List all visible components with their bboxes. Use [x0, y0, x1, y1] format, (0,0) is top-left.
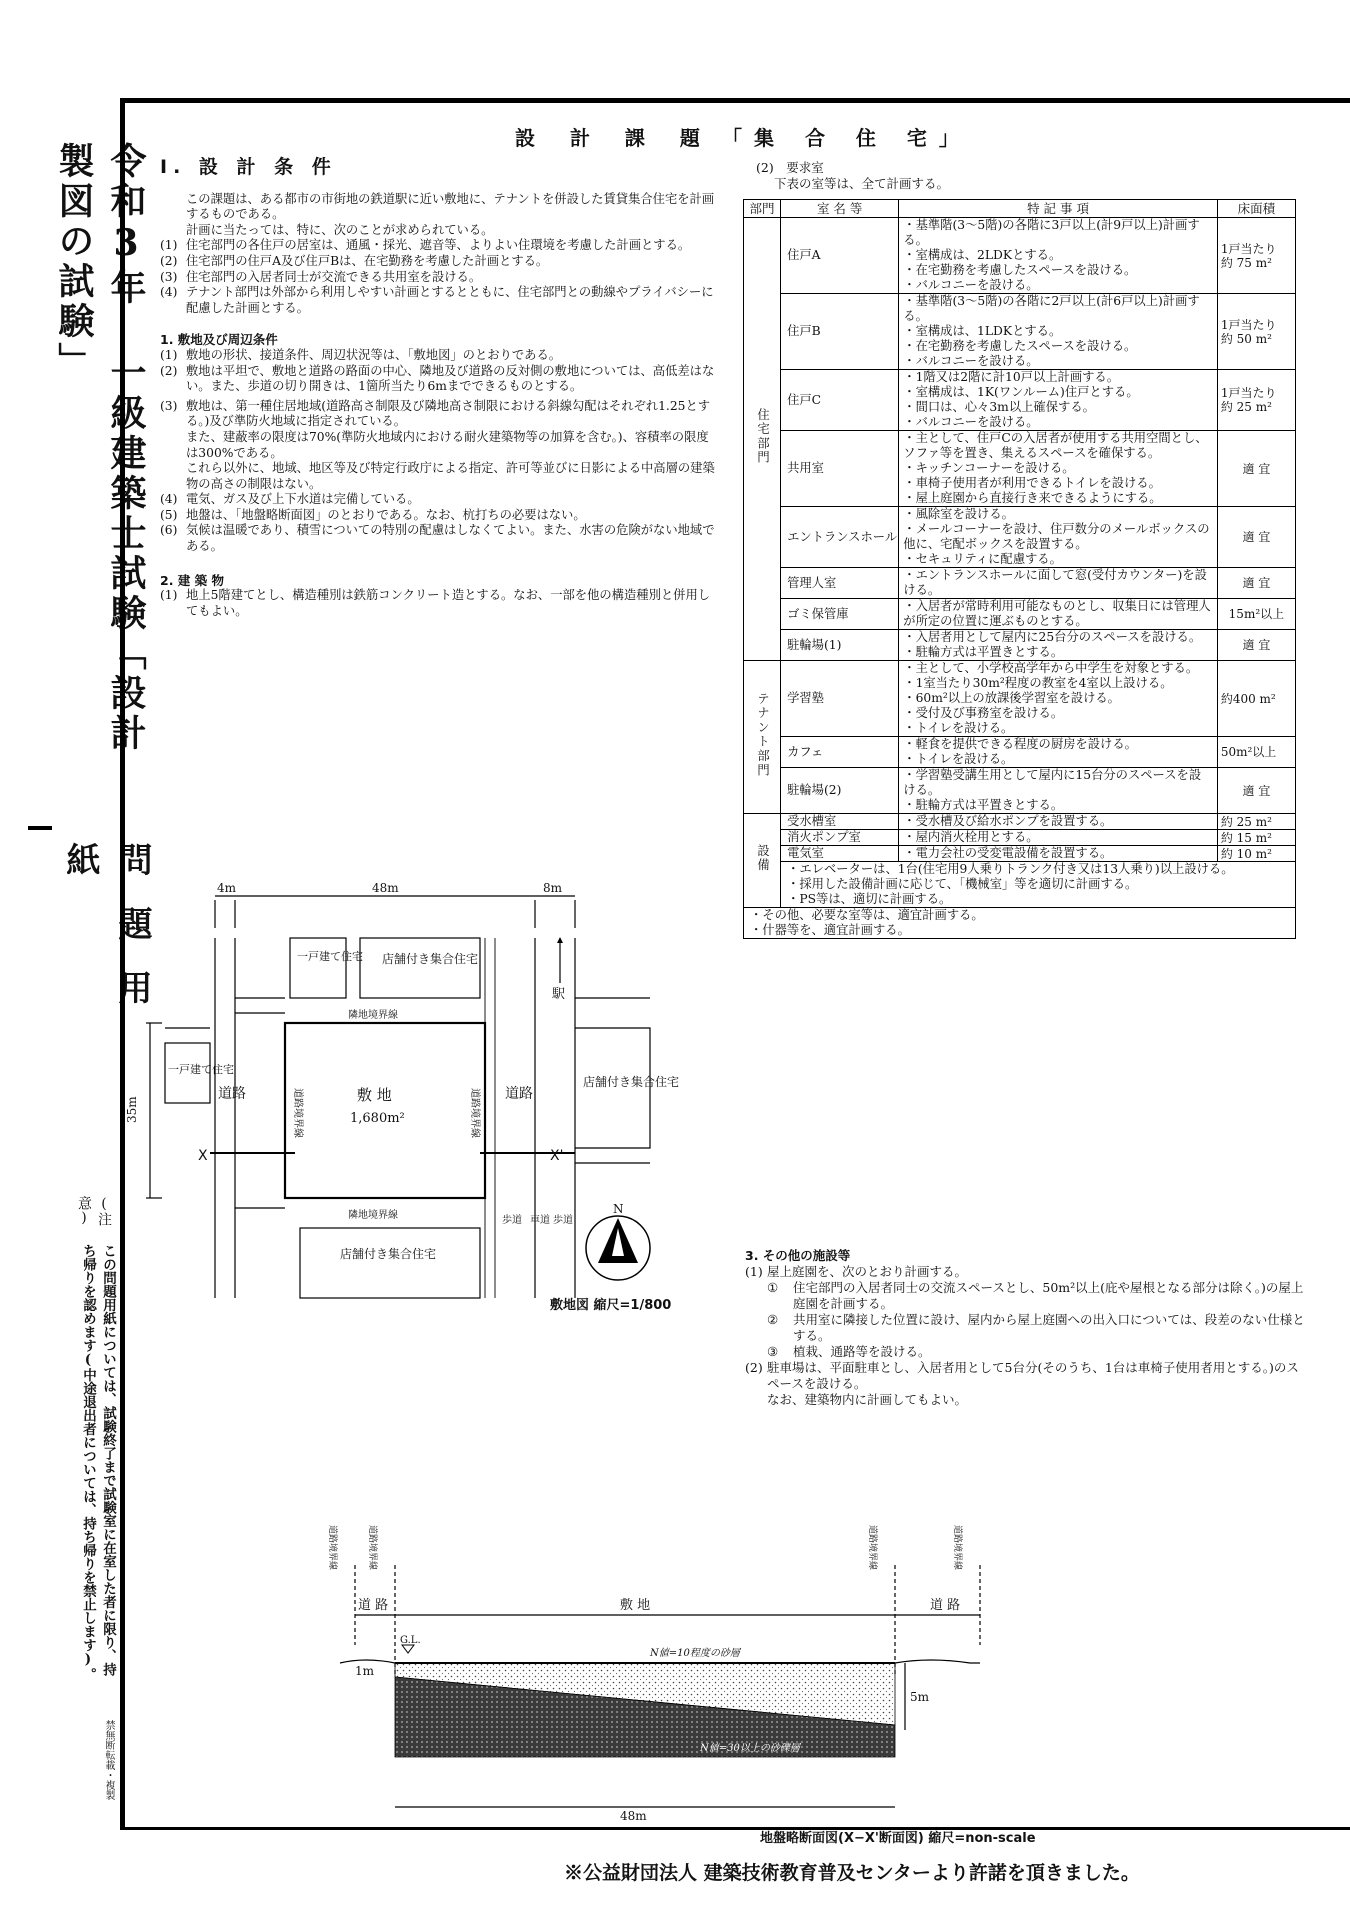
road-boundary-label: 道路境界線	[327, 1525, 337, 1571]
intro-text: この課題は、ある都市の市街地の鉄道駅に近い敷地に、テナントを併設した賃貸集合住宅を計画するものである。	[186, 191, 715, 222]
dim-48m: 48m	[620, 1809, 647, 1823]
section-mark-x-prime: X'	[550, 1148, 564, 1164]
gl-label: G.L.	[400, 1635, 421, 1646]
other-facilities-heading: 3. その他の施設等	[745, 1248, 851, 1263]
dept-tenant: テナント部門	[744, 661, 781, 814]
dim-35m: 35m	[125, 1096, 139, 1123]
exam-subtitle: 問題用紙	[60, 842, 152, 1034]
site-condition-item: (1) 敷地の形状、接道条件、周辺状況等は、「敷地図」のとおりである。	[160, 347, 562, 362]
dept-residential: 住宅部門	[744, 218, 781, 661]
room-area: 1戸当たり 約 75 m²	[1217, 218, 1295, 294]
column-header-notes: 特 記 事 項	[899, 200, 1218, 218]
table-row	[744, 661, 1296, 737]
requirement-item: (1) 住宅部門の各住戸の居室は、通風・採光、遮音等、よりよい住環境を考慮した計画とする。	[160, 238, 691, 253]
road-boundary-label: 道路境界線	[952, 1525, 962, 1571]
requirement-item: (4) テナント部門は外部から利用しやすい計画とするとともに、住宅部門との動線やプライバシーに配慮した計画とする。	[160, 285, 714, 315]
room-notes: ・1階又は2階に計10戸以上計画する。 ・室構成は、1K(ワンルーム)住戸とする。 ・間口は、心々3m以上確保する。 ・バルコニーを設ける。	[899, 370, 1218, 431]
site-condition-item: (4) 電気、ガス及び上下水道は完備している。	[160, 492, 420, 507]
column-header-room: 室 名 等	[781, 200, 899, 218]
room-area: 適 宜	[1217, 431, 1295, 507]
table-row	[744, 862, 1296, 908]
required-rooms-header: (2) 要求室 下表の室等は、全て計画する。	[756, 160, 950, 191]
site-condition-item: (3) 敷地は、第一種住居地域(道路高さ制限及び隣地高さ制限における斜線勾配はそれぞれ1.25とする。)及び準防火地域に指定されている。	[160, 398, 711, 429]
station-label: 駅	[552, 987, 566, 1002]
required-rooms-note: 下表の室等は、全て計画する。	[774, 176, 950, 191]
table-row	[744, 568, 1296, 599]
exam-title: 令和3年 一級建築士試験「設計製図の試験」	[53, 142, 147, 754]
road-right-label: 道路	[505, 1086, 533, 1102]
room-notes: ・基準階(3〜5階)の各階に3戸以上(計9戸以上)計画する。 ・室構成は、2LDKとする。 ・在宅勤務を考慮したスペースを設ける。 ・バルコニーを設ける。	[899, 218, 1218, 294]
other-facilities	[745, 1248, 1305, 1408]
dim-8m: 8m	[543, 881, 563, 895]
dim-5m: 5m	[910, 1690, 930, 1704]
house-left-label: 一戸建て住宅	[168, 1063, 234, 1076]
dept-equipment: 設備	[744, 814, 781, 908]
room-area: 適 宜	[1217, 630, 1295, 661]
required-rooms-heading: 要求室	[786, 160, 824, 175]
site-map	[125, 878, 740, 1318]
north-label: N	[613, 1202, 624, 1216]
table-row	[744, 768, 1296, 814]
notice-text: この問題用紙については、試験終了まで試験室に在室した者に限り、持ち帰りを認めます(中途退出者については、持ち帰りを禁止します)。	[80, 1244, 116, 1681]
room-name: 管理人室	[781, 568, 899, 599]
building-section-heading: 2. 建 築 物	[160, 572, 225, 588]
room-area: 50m²以上	[1217, 737, 1295, 768]
room-name: 住戸A	[781, 218, 899, 294]
shop-right-label: 店舗付き集合住宅	[583, 1075, 680, 1089]
site-condition-item: (6) 気候は温暖であり、積雪についての特別の配慮はしなくてよい。また、水害の危険がない地域である。	[160, 523, 715, 554]
table-row	[744, 599, 1296, 630]
column-header-dept: 部門	[744, 200, 781, 218]
table-row	[744, 846, 1296, 862]
conditions-heading: Ⅰ. 設 計 条 件	[160, 156, 337, 178]
title-dash	[28, 826, 52, 830]
table-row	[744, 294, 1296, 370]
road-boundary-label: 道路境界線	[367, 1525, 377, 1571]
room-area: 1戸当たり 約 50 m²	[1217, 294, 1295, 370]
room-name: 駐輪場(1)	[781, 630, 899, 661]
room-area: 約400 m²	[1217, 661, 1295, 737]
shop-top-label: 店舗付き集合住宅	[382, 952, 479, 966]
site-condition-item: (5) 地盤は、「地盤略断面図」のとおりである。なお、杭打ちの必要はない。	[160, 507, 586, 522]
room-name: カフェ	[781, 737, 899, 768]
requirements-intro: 計画に当たっては、特に、次のことが求められている。	[186, 222, 494, 237]
site-section-heading: 1. 敷地及び周辺条件	[160, 332, 278, 348]
neighbor-boundary-bottom: 隣地境界線	[348, 1210, 398, 1221]
road-boundary-right: 道路境界線	[469, 1088, 480, 1138]
table-row	[744, 507, 1296, 568]
room-name: 駐輪場(2)	[781, 768, 899, 814]
site-label: 敷 地	[357, 1086, 392, 1104]
facility-item: (2) 駐車場は、平面駐車とし、入居者用として5台分(そのうち、1台は車椅子使用者用とする。)のスペースを設ける。	[745, 1360, 1299, 1391]
footer-credit: ※公益財団法人 建築技術教育普及センターより許諾を頂きました。	[564, 1862, 1140, 1884]
room-notes: ・電力会社の受変電設備を設置する。	[899, 846, 1218, 862]
coverage-text: また、建蔽率の限度は70%(準防火地域内における耐火建築物等の加算を含む。)、容積率の限度は300%である。	[186, 429, 709, 460]
site-label: 敷 地	[620, 1598, 651, 1613]
room-area: 適 宜	[1217, 768, 1295, 814]
table-row	[744, 830, 1296, 846]
room-name: 学習塾	[781, 661, 899, 737]
room-area: 適 宜	[1217, 568, 1295, 599]
sidewalk-label: 歩道	[502, 1215, 522, 1226]
requirement-item: (2) 住宅部門の住戸A及び住戸Bは、在宅勤務を考慮した計画とする。	[160, 253, 549, 268]
room-area: 15m²以上	[1217, 599, 1295, 630]
room-name: 消火ポンプ室	[781, 830, 899, 846]
house-top-label: 一戸建て住宅	[297, 950, 363, 963]
room-area: 約 25 m²	[1217, 814, 1295, 830]
site-area: 1,680m²	[350, 1111, 405, 1126]
facility-note: なお、建築物内に計画してもよい。	[767, 1392, 968, 1407]
table-row	[744, 218, 1296, 294]
section-caption: 地盤略断面図(X−X'断面図) 縮尺=non-scale	[760, 1831, 1036, 1846]
other-restrictions-text: これら以外に、地域、地区等及び特定行政庁による指定、許可等並びに日影による中高層の建築物の高さの制限はない。	[186, 461, 715, 491]
neighbor-boundary-top: 隣地境界線	[348, 1010, 398, 1021]
shop-bottom-label: 店舗付き集合住宅	[340, 1247, 437, 1261]
site-condition-item: (2) 敷地は平坦で、敷地と道路の路面の中心、隣地及び道路の反対側の敷地については、高低差はない。また、歩道の切り開きは、1箇所当たり6mまでできるものとする。	[160, 363, 715, 394]
room-notes: ・入居者が常時利用可能なものとし、収集日には管理人が所定の位置に運ぶものとする。	[899, 599, 1218, 630]
room-notes: ・風除室を設ける。 ・メールコーナーを設け、住戸数分のメールボックスの他に、宅配ボックスを設置する。 ・セキュリティに配慮する。	[899, 507, 1218, 568]
room-notes: ・主として、小学校高学年から中学生を対象とする。 ・1室当たり30m²程度の教室を4室以上設ける。 ・60m²以上の放課後学習室を設ける。 ・受付及び事務室を設ける。 ・トイレを設ける。	[899, 661, 1218, 737]
room-name: 住戸C	[781, 370, 899, 431]
facility-subitem: ② 共用室に隣接した位置に設け、屋内から屋上庭園への出入口については、段差のない仕様とする。	[767, 1312, 1305, 1343]
table-row	[744, 814, 1296, 830]
room-area: 1戸当たり 約 25 m²	[1217, 370, 1295, 431]
sand-layer-label: N値=10程度の砂層	[650, 1648, 740, 1659]
table-header-row	[744, 200, 1296, 218]
assignment-subject: 「集 合 住 宅」	[722, 126, 971, 150]
room-notes: ・エントランスホールに面して窓(受付カウンター)を設ける。	[899, 568, 1218, 599]
ground-section	[327, 1495, 1180, 1846]
requirement-item: (3) 住宅部門の入居者同士が交流できる共用室を設ける。	[160, 269, 482, 284]
road-boundary-left: 道路境界線	[292, 1088, 303, 1138]
room-notes: ・軽食を提供できる程度の厨房を設ける。 ・トイレを設ける。	[899, 737, 1218, 768]
table-row	[744, 431, 1296, 507]
room-area: 約 15 m²	[1217, 830, 1295, 846]
room-area: 約 10 m²	[1217, 846, 1295, 862]
design-conditions	[160, 156, 720, 619]
general-notes: ・その他、必要な室等は、適宜計画する。 ・什器等を、適宜計画する。	[744, 908, 1296, 939]
room-notes: ・主として、住戸Cの入居者が使用する共用空間とし、ソファ等を置き、集えるスペースを確保する。 ・キッチンコーナーを設ける。 ・車椅子使用者が利用できるトイレを設ける。 ・屋上庭園から直接行き来できるようにする。	[899, 431, 1218, 507]
building-condition-item: (1) 地上5階建てとし、構造種別は鉄筋コンクリート造とする。なお、一部を他の構造種別と併用してもよい。	[160, 588, 711, 618]
road-label: 道 路	[930, 1598, 961, 1613]
facility-subitem: ① 住宅部門の入居者同士の交流スペースとし、50m²以上(庇や屋根となる部分は除く。)の屋上庭園を計画する。	[767, 1280, 1304, 1311]
room-name: ゴミ保管庫	[781, 599, 899, 630]
road-label: 道 路	[358, 1598, 389, 1613]
copyright-notice: 禁無断転載・複製	[103, 1720, 114, 1800]
room-notes: ・屋内消火栓用とする。	[899, 830, 1218, 846]
room-notes: ・受水槽及び給水ポンプを設置する。	[899, 814, 1218, 830]
room-name: 電気室	[781, 846, 899, 862]
room-name: 住戸B	[781, 294, 899, 370]
roadway-label: 車道	[530, 1215, 550, 1226]
sidewalk-label: 歩道	[553, 1215, 573, 1226]
room-notes: ・学習塾受講生用として屋内に15台分のスペースを設ける。 ・駐輪方式は平置きとする。	[899, 768, 1218, 814]
dim-1m: 1m	[355, 1664, 375, 1678]
gravel-layer-label: N値=30以上の砂礫層	[700, 1743, 800, 1754]
table-row	[744, 630, 1296, 661]
room-notes: ・基準階(3〜5階)の各階に2戸以上(計6戸以上)計画する。 ・室構成は、1LDKとする。 ・在宅勤務を考慮したスペースを設ける。 ・バルコニーを設ける。	[899, 294, 1218, 370]
site-map-caption: 敷地図 縮尺=1/800	[550, 1298, 672, 1313]
dim-48m: 48m	[372, 881, 399, 895]
section-mark-x: X	[198, 1148, 208, 1164]
facility-subitem: ③ 植栽、通路等を設ける。	[767, 1344, 931, 1359]
room-name: エントランスホール	[781, 507, 899, 568]
room-notes: ・入居者用として屋内に25台分のスペースを設ける。 ・駐輪方式は平置きとする。	[899, 630, 1218, 661]
table-row	[744, 908, 1296, 939]
notice-label: (注意)	[76, 1196, 112, 1226]
room-area: 適 宜	[1217, 507, 1295, 568]
room-name: 共用室	[781, 431, 899, 507]
equipment-notes: ・エレベーターは、1台(住宅用9人乗りトランク付き又は13人乗り)以上設ける。 ・採用した設備計画に応じて、「機械室」等を適切に計画する。 ・PS等は、適切に計画する。	[781, 862, 1296, 908]
assignment-heading: 設 計 課 題	[515, 126, 714, 150]
table-row	[744, 370, 1296, 431]
room-name: 受水槽室	[781, 814, 899, 830]
required-rooms-table	[743, 199, 1296, 939]
road-left-label: 道路	[218, 1086, 246, 1102]
facility-item: (1) 屋上庭園を、次のとおり計画する。	[745, 1264, 968, 1279]
table-row	[744, 737, 1296, 768]
column-header-area: 床面積	[1217, 200, 1295, 218]
road-boundary-label: 道路境界線	[867, 1525, 877, 1571]
dim-4m: 4m	[217, 881, 237, 895]
